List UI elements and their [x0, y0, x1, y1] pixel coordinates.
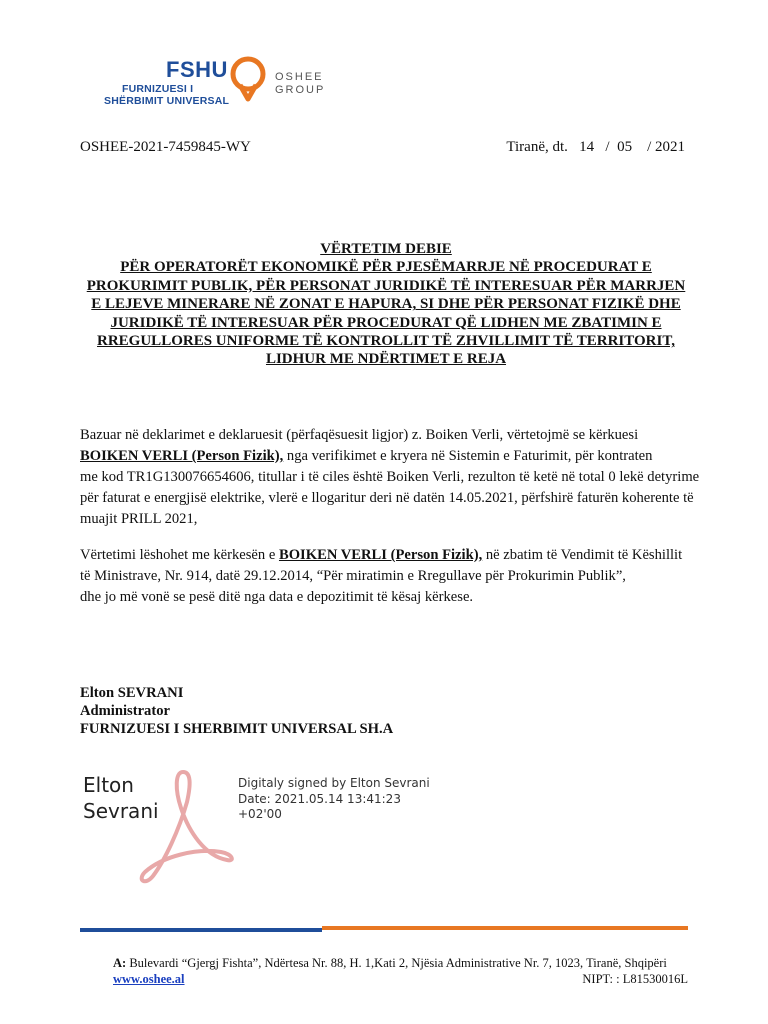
digital-signature-info	[238, 776, 430, 823]
title-line: PROKURIMIT PUBLIK, PËR PERSONAT JURIDIKË TË INTERESUAR PËR MARRJEN	[86, 277, 686, 294]
logo-line-2: SHËRBIMIT UNIVERSAL	[104, 95, 230, 107]
document-title	[80, 240, 692, 369]
title-line: RREGULLORES UNIFORME TË KONTROLLIT TË ZHVILLIMIT TË TERRITORIT,	[97, 333, 675, 350]
footer	[113, 955, 688, 987]
logo-brand: FSHU	[166, 57, 228, 82]
title-line: LIDHUR ME NDËRTIMET E REJA	[265, 351, 507, 368]
digital-timezone: +02'00	[238, 807, 282, 821]
paragraph-text: në zbatim të Vendimit të Këshillit	[482, 547, 683, 563]
body-paragraph-2	[80, 545, 692, 608]
address-label: A:	[113, 956, 127, 970]
document-reference: OSHEE-2021-7459845-WY	[80, 139, 251, 155]
paragraph-line: muajit PRILL 2021,	[80, 511, 198, 527]
paragraph-line	[80, 446, 692, 467]
body-paragraph-1	[80, 425, 700, 530]
paragraph-text: Vërtetimi lëshohet me kërkesën e	[80, 547, 279, 563]
footer-rule-blue	[80, 928, 322, 932]
title-line: PËR OPERATORËT EKONOMIKË PËR PJESËMARRJE NË PROCEDURAT E	[120, 259, 652, 276]
paragraph-text: nga verifikimet e kryera në Sistemin e Faturimit, për kontraten	[283, 448, 653, 464]
digital-signed-by: Digitaly signed by Elton Sevrani	[238, 776, 430, 790]
paragraph-line: dhe jo më vonë se pesë ditë nga data e depozitimit të kësaj kërkese.	[80, 589, 474, 605]
footer-address	[113, 955, 688, 971]
address-text: Bulevardi “Gjergj Fishta”, Ndërtesa Nr. 88, H. 1,Kati 2, Njësia Administrative Nr. 7, 1023, Tiranë, Shqipëri	[126, 956, 667, 970]
signature-name	[83, 772, 159, 824]
document-date: Tiranë, dt. 14 / 05 / 2021	[506, 139, 685, 155]
logo-group-line-2: GROUP	[275, 84, 326, 96]
applicant-name: BOIKEN VERLI (Person Fizik),	[278, 547, 483, 563]
paragraph-line: Bazuar në deklarimet e deklaruesit (përfaqësuesit ligjor) z. Boiken Verli, vërtetojmë se kërkuesi	[80, 427, 639, 443]
title-line: E LEJEVE MINERARE NË ZONAT E HAPURA, SI DHE PËR PERSONAT FIZIKË DHE	[91, 296, 681, 313]
signatory-block	[80, 684, 393, 738]
logo-line-1: FURNIZUESI I	[122, 83, 194, 95]
paragraph-line: për faturat e energjisë elektrike, vlerë e llogaritur deri në datën 14.05.2021, përfshirë faturën koherente të	[80, 490, 694, 506]
title-line: JURIDIKË TË INTERESUAR PËR PROCEDURAT QË LIDHEN ME ZBATIMIN E	[110, 314, 662, 331]
logo-group-line-1: OSHEE	[275, 71, 324, 83]
paragraph-line: të Ministrave, Nr. 914, datë 29.12.2014, “Për miratimin e Rregullave për Prokurimin Publik”,	[80, 568, 626, 584]
digital-date: Date: 2021.05.14 13:41:23	[238, 791, 401, 806]
website-link[interactable]: www.oshee.al	[113, 972, 185, 986]
signatory-name: Elton SEVRANI	[80, 685, 184, 701]
footer-nipt: NIPT: : L81530016L	[582, 972, 688, 986]
title-line: VËRTETIM DEBIE	[320, 241, 452, 257]
signature-last-name: Sevrani	[83, 799, 159, 823]
paragraph-line: me kod TR1G130076654606, titullar i të ciles është Boiken Verli, rezulton të ketë në total 0 lekë detyrime	[80, 469, 700, 485]
signatory-company: FURNIZUESI I SHERBIMIT UNIVERSAL SH.A	[80, 721, 394, 737]
oshee-bulb-icon	[226, 55, 270, 103]
footer-rule-orange	[322, 926, 688, 930]
company-logo	[104, 55, 334, 111]
signatory-role: Administrator	[80, 703, 170, 719]
signature-first-name: Elton	[83, 773, 134, 797]
paragraph-line	[80, 545, 692, 566]
applicant-name: BOIKEN VERLI (Person Fizik),	[80, 448, 284, 464]
